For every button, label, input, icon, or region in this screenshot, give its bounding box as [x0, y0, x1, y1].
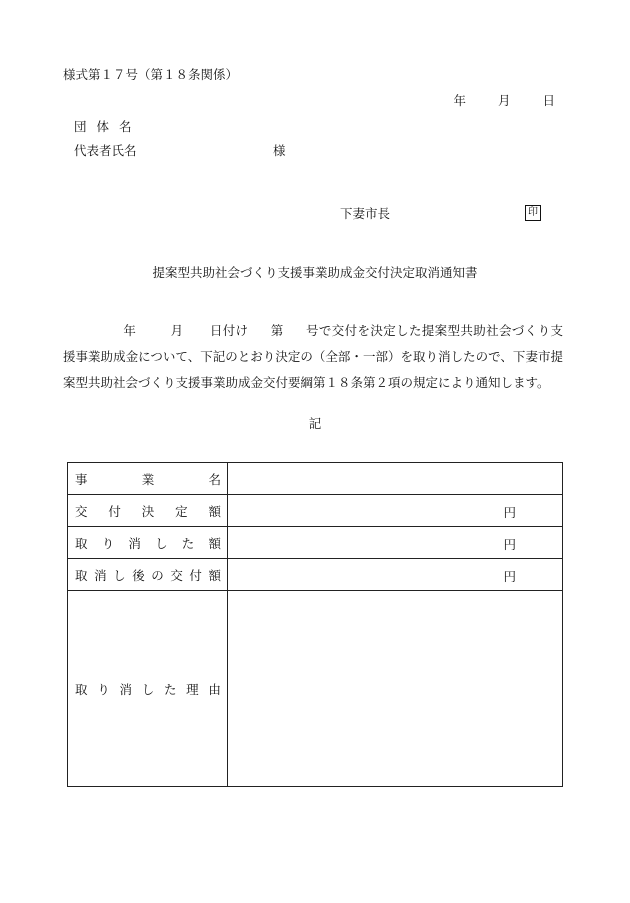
body-main-text: 号で交付を決定した提案型共助社会づくり支援事業助成金について、下記のとおり決定の（全部・一部）を取り消したので、下妻市提案型共助社会づくり支援事業助成金交付要綱第１８条第２項の規定により通知します。 [63, 323, 563, 390]
row-value-cell[interactable] [228, 495, 563, 527]
table-row [68, 527, 563, 559]
table-row [68, 559, 563, 591]
yen-unit: 円 [503, 537, 516, 552]
row-value-cell[interactable] [228, 559, 563, 591]
ki-heading: 記 [308, 416, 322, 431]
row-label-cell [68, 463, 228, 495]
form-number: 様式第１７号（第１８条関係） [63, 67, 239, 82]
seal-mark: 印 [525, 205, 541, 221]
row-label-cell [68, 559, 228, 591]
row-label: 事 業 名 [75, 471, 221, 487]
yen-unit: 円 [503, 505, 516, 520]
row-label-cell [68, 495, 228, 527]
representative-label: 代表者氏名 [74, 143, 137, 158]
document-title: 提案型共助社会づくり支援事業助成金交付決定取消通知書 [152, 265, 478, 280]
row-label-cell [68, 591, 228, 787]
body-year: 年 [123, 323, 137, 338]
table-row [68, 591, 563, 787]
date-day: 日 [542, 93, 555, 108]
honorific: 様 [273, 143, 286, 158]
body-text [63, 318, 563, 396]
row-value-cell[interactable] [228, 591, 563, 787]
row-value-cell[interactable] [228, 463, 563, 495]
detail-table [67, 462, 563, 787]
table-row [68, 463, 563, 495]
yen-unit: 円 [503, 569, 516, 584]
sender-title: 下妻市長 [340, 206, 391, 221]
table-row [68, 495, 563, 527]
row-label: 取 り 消 し た 額 [75, 535, 221, 551]
organization-label: 団体名 [74, 119, 142, 134]
detail-table-body [68, 463, 563, 787]
date-month: 月 [497, 93, 511, 108]
row-label: 取 り 消 し た 理 由 [75, 681, 221, 697]
body-dated: 日付け [209, 323, 249, 338]
row-label: 交 付 決 定 額 [75, 503, 221, 519]
body-number-prefix: 第 [270, 323, 284, 338]
row-value-cell[interactable] [228, 527, 563, 559]
row-label-cell [68, 527, 228, 559]
body-month: 月 [170, 323, 184, 338]
date-line [453, 93, 555, 109]
date-year: 年 [453, 93, 466, 108]
row-label: 取 消 し 後 の 交 付 額 [75, 567, 221, 583]
